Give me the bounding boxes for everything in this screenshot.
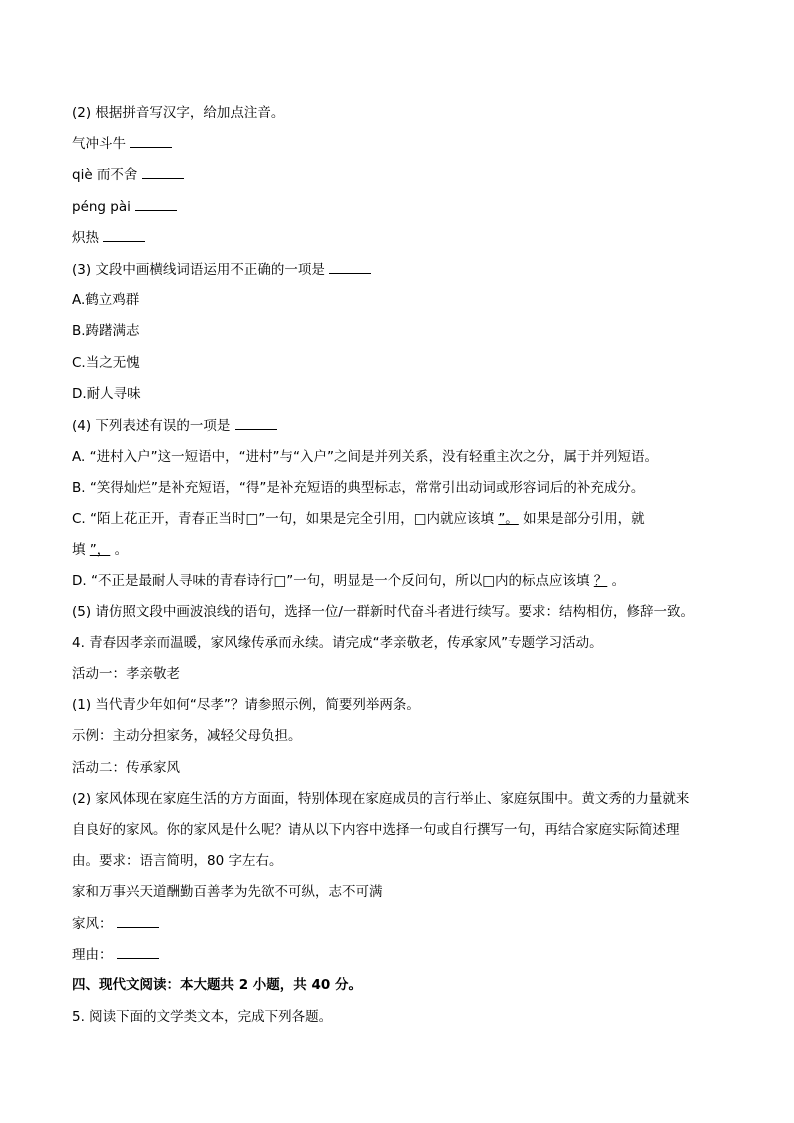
answer-blank[interactable] [130,134,172,148]
question-4-option-c-line1 [72,510,645,528]
question-4-prompt [72,416,277,435]
question-3-option-c: C.当之无愧 [72,355,140,371]
activity-2-question-line3: 由。要求：语言简明，80 字左右。 [72,853,283,869]
question-2-prompt: (2) 根据拼音写汉字，给加点注音。 [72,105,285,121]
activity-1-example: 示例：主动分担家务，减轻父母负担。 [72,728,302,744]
option-text: D. “不正是最耐人寻味的青春诗行□”一句，明显是一个反问句，所以□内的标点应该填 [72,573,590,589]
option-text: 如果是部分引用，就 [523,511,645,527]
question-2-item-b [72,165,184,184]
activity-2-question-line1: (2) 家风体现在家庭生活的方方面面，特别体现在家庭成员的言行举止、家庭氛围中。黄文秀的力量就来 [72,791,690,807]
option-text: 填 [72,542,86,558]
reason-answer [72,945,159,964]
answer-blank[interactable] [117,914,159,928]
answer-blank[interactable] [329,260,371,274]
question-4-option-d [72,572,625,590]
answer-blank[interactable] [103,228,145,242]
field-label: 理由： [72,947,113,963]
prompt-text: (3) 文段中画横线词语运用不正确的一项是 [72,262,325,278]
question-3-option-d: D.耐人寻味 [72,386,141,402]
question-4-option-b: B. “笑得灿烂”是补充短语，“得”是补充短语的典型标志，常常引出动词或形容词后的补充成分。 [72,480,645,496]
option-text: C. “陌上花正开，青春正当时□”一句，如果是完全引用，□内就应该填 [72,511,495,527]
family-motto-options: 家和万事兴天道酬勤百善孝为先欲不可纵，志不可满 [72,884,383,900]
question-2-item-d [72,228,145,247]
option-text: 。 [611,573,626,589]
item-text: 气冲斗牛 [72,136,126,152]
question-3-option-b: B.踌躇满志 [72,323,140,339]
answer-blank[interactable] [135,197,177,211]
question-2-item-c [72,197,177,216]
answer-blank[interactable] [235,416,277,430]
item-text: 炽热 [72,230,99,246]
prompt-text: (4) 下列表述有误的一项是 [72,418,231,434]
question-3-option-a: A.鹤立鸡群 [72,292,140,308]
field-label: 家风： [72,916,113,932]
item-text: péng pài [72,199,131,215]
question-4-option-a: A. “进村入户”这一短语中，“进村”与“入户”之间是并列关系，没有轻重主次之分，属于并列短语。 [72,449,659,465]
question-5-prompt: (5) 请仿照文段中画波浪线的语句，选择一位/一群新时代奋斗者进行续写。要求：结构相仿，修辞一致。 [72,604,694,620]
underlined-answer: ”， [89,542,111,558]
activity-2-question-line2: 自良好的家风。你的家风是什么呢？请从以下内容中选择一句或自行撰写一句，再结合家庭实际简述理 [72,822,680,838]
activity-1-question: (1) 当代青少年如何“尽孝”？请参照示例，简要列举两条。 [72,697,420,713]
problem-5-intro: 5. 阅读下面的文学类文本，完成下列各题。 [72,1009,333,1025]
underlined-answer: ”。 [498,511,519,527]
problem-4-intro: 4. 青春因孝亲而温暖，家风缘传承而永续。请完成“孝亲敬老，传承家风”专题学习活动。 [72,635,603,651]
answer-blank[interactable] [117,945,159,959]
underlined-answer: ？ [593,573,608,589]
question-3-prompt [72,260,371,279]
family-motto-answer [72,914,159,933]
question-2-item-a [72,134,172,153]
question-4-option-c-line2 [72,541,128,559]
item-text: qiè 而不舍 [72,167,138,183]
section-4-heading: 四、现代文阅读：本大题共 2 小题，共 40 分。 [72,977,362,993]
option-text: 。 [114,542,129,558]
activity-2-heading: 活动二：传承家风 [72,760,180,776]
activity-1-heading: 活动一：孝亲敬老 [72,666,180,682]
answer-blank[interactable] [142,165,184,179]
